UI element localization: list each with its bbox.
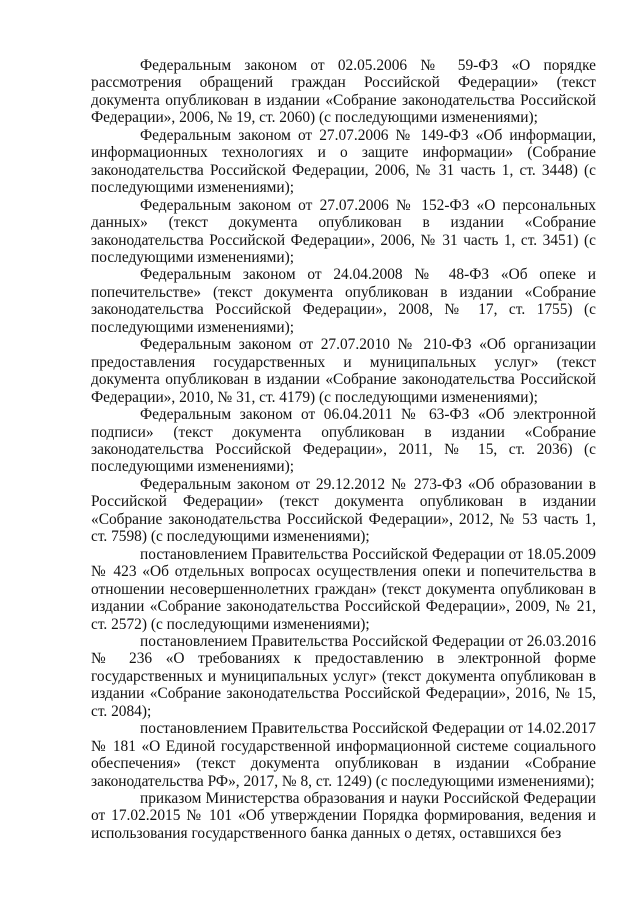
- law-paragraph: Федеральным законом от 24.04.2008 № 48-ФЗ «Об опеке и попечительстве» (текст документа опубликован в издании «Собрание законодательства Российской Федерации», 2008, № 17, ст. 1755) (с последующими изменениями);: [91, 266, 596, 336]
- resolution-paragraph: постановлением Правительства Российской Федерации от 14.02.2017 № 181 «О Единой государственной информационной системе социального обеспечения» (текст документа опубликован в издании «Собрание законодательства РФ», 2017, № 8, ст. 1249) (с последующими изменениями);: [91, 720, 596, 790]
- law-paragraph: Федеральным законом от 06.04.2011 № 63-ФЗ «Об электронной подписи» (текст документа опубликован в издании «Собрание законодательства Российской Федерации», 2011, № 15, ст. 2036) (с последующими изменениями);: [91, 406, 596, 476]
- resolution-paragraph: постановлением Правительства Российской Федерации от 26.03.2016 № 236 «О требованиях к предоставлению в электронной форме государственных и муниципальных услуг» (текст документа опубликован в издании «Собрание законодательства Российской Федерации», 2016, № 15, ст. 2084);: [91, 632, 596, 720]
- resolution-paragraph: постановлением Правительства Российской Федерации от 18.05.2009 № 423 «Об отдельных вопросах осуществления опеки и попечительства в отношении несовершеннолетних граждан» (текст документа опубликован в издании «Собрание законодательства Российской Федерации», 2009, № 21, ст. 2572) (с последующими изменениями);: [91, 545, 596, 633]
- law-paragraph: Федеральным законом от 27.07.2006 № 149-ФЗ «Об информации, информационных технологиях и о защите информации» (Собрание законодательства Российской Федерации, 2006, № 31 часть 1, ст. 3448) (с последующими изменениями);: [91, 126, 596, 197]
- order-paragraph: приказом Министерства образования и науки Российской Федерации от 17.02.2015 № 101 «Об утверждении Порядка формирования, ведения и использования государственного банка данных о детях, оставшихся без: [91, 790, 596, 842]
- law-paragraph: Федеральным законом от 27.07.2010 № 210-ФЗ «Об организации предоставления государственных и муниципальных услуг» (текст документа опубликован в издании «Собрание законодательства Российской Федерации», 2010, № 31, ст. 4179) (с последующими изменениями);: [91, 336, 596, 406]
- document-page: [91, 57, 596, 842]
- law-paragraph: Федеральным законом от 02.05.2006 № 59-ФЗ «О порядке рассмотрения обращений граждан Российской Федерации» (текст документа опубликован в издании «Собрание законодательства Российской Федерации», 2006, № 19, ст. 2060) (с последующими изменениями);: [91, 57, 596, 127]
- law-paragraph: Федеральным законом от 29.12.2012 № 273-ФЗ «Об образовании в Российской Федерации» (текст документа опубликован в издании «Собрание законодательства Российской Федерации», 2012, № 53 часть 1, ст. 7598) (с последующими изменениями);: [91, 475, 596, 546]
- law-paragraph: Федеральным законом от 27.07.2006 № 152-ФЗ «О персональных данных» (текст документа опубликован в издании «Собрание законодательства Российской Федерации», 2006, № 31 часть 1, ст. 3451) (с последующими изменениями);: [91, 196, 596, 266]
